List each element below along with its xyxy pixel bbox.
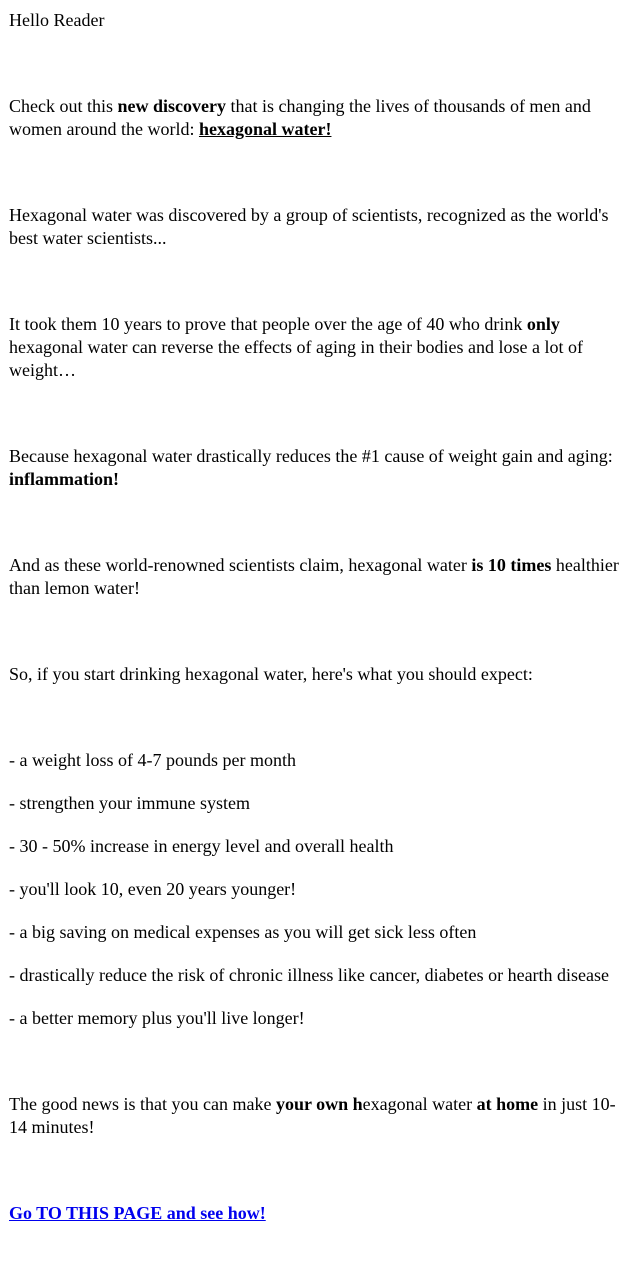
- paragraph-expect: So, if you start drinking hexagonal water, here's what you should expect:: [9, 664, 533, 684]
- paragraph-scientists: Hexagonal water was discovered by a group of scientists, recognized as the world's best water scientists...: [9, 205, 609, 248]
- text: Check out this: [9, 96, 118, 116]
- bold-text: inflammation!: [9, 469, 119, 489]
- paragraph-discovery: [9, 95, 628, 141]
- cta-paragraph: [9, 1202, 628, 1225]
- greeting: Hello Reader: [9, 10, 105, 30]
- text: hexagonal water can reverse the effects of aging in their bodies and lose a lot of weight…: [9, 337, 583, 380]
- paragraph-research: [9, 313, 628, 382]
- list-item: - a big saving on medical expenses as you will get sick less often: [9, 922, 477, 942]
- text: And as these world-renowned scientists claim, hexagonal water: [9, 555, 472, 575]
- list-item: - a better memory plus you'll live longer!: [9, 1008, 305, 1028]
- bold-text: your own h: [275, 1094, 363, 1114]
- cta-link[interactable]: Go TO THIS PAGE and see how!: [9, 1203, 266, 1223]
- text: It took them 10 years to prove that people over the age of 40 who drink: [9, 314, 527, 334]
- list-item: - drastically reduce the risk of chronic illness like cancer, diabetes or hearth disease: [9, 965, 610, 985]
- paragraph-lemon-water: [9, 554, 628, 600]
- text: healthier than lemon water!: [9, 555, 619, 598]
- bold-text: new discovery: [117, 96, 226, 116]
- list-item: - 30 - 50% increase in energy level and overall health: [9, 836, 394, 856]
- bold-text: at home: [476, 1094, 539, 1114]
- benefits-list: [9, 749, 628, 1030]
- list-item: - strengthen your immune system: [9, 793, 250, 813]
- text: in just 10-14 minutes!: [9, 1094, 616, 1137]
- bold-text: only: [526, 314, 560, 334]
- paragraph-good-news: [9, 1093, 628, 1139]
- text: that is changing the lives of thousands of men and women around the world:: [9, 96, 591, 139]
- list-item: - a weight loss of 4-7 pounds per month: [9, 750, 296, 770]
- text: Because hexagonal water drastically reduces the #1 cause of weight gain and aging:: [9, 446, 613, 466]
- list-item: - you'll look 10, even 20 years younger!: [9, 879, 297, 899]
- hexagonal-water-link[interactable]: hexagonal water!: [198, 119, 332, 139]
- paragraph-inflammation: [9, 445, 628, 491]
- text: exagonal water: [362, 1094, 477, 1114]
- text: The good news is that you can make: [9, 1094, 276, 1114]
- bold-text: is 10 times: [471, 555, 552, 575]
